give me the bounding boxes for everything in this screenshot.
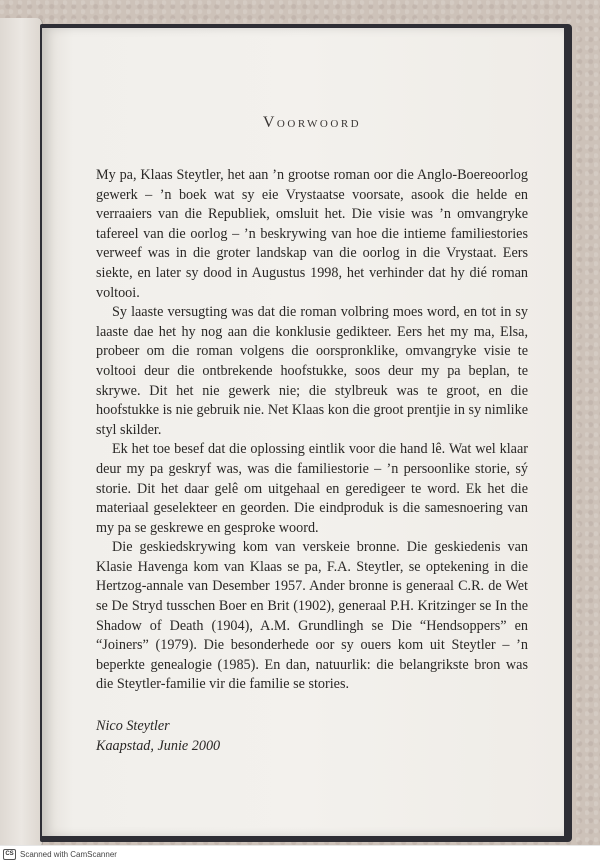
paragraph-1: My pa, Klaas Steytler, het aan ’n grootse roman oor die Anglo-Boereoorlog gewerk – ’n boek wat sy eie Vrystaatse voorsate, asook die helde en verraaiers van die Republiek, omsluit het. Die visie was ’n omvangryke tafereel van die oorlog – ’n beskrywing van hoe die intieme familiestories verweef was in die groter landskap van die oorlog in die Vrystaat. Eers siekte, en later sy dood in Augustus 1998, het verhinder dat hy dié roman voltooi. xyxy=(96,167,528,301)
facing-page-edge xyxy=(0,18,43,848)
signature-place-date: Kaapstad, Junie 2000 xyxy=(96,737,221,754)
scanner-footer xyxy=(0,845,600,862)
signature-block xyxy=(96,717,528,756)
signature-name: Nico Steytler xyxy=(96,718,170,735)
camscanner-icon: CS xyxy=(3,849,16,860)
paragraph-4: Die geskiedskrywing kom van verskeie bronne. Die geskiedenis van Klasie Havenga kom van Klaas se pa, F.A. Steytler, se optekening in die Hertzog-annale van Desember 1957. Ander bronne is generaal C.R. de Wet se De Stryd tusschen Boer en Brit (1902), generaal P.H. Kritzinger se In the Shadow of Death (1904), A.M. Grundlingh se Die “Hendsoppers” en “Joiners” (1979). Die besonderhede oor sy ouers kom uit Steytler – ’n beperkte genealogie (1985). En dan, natuurlik: die belangrikste bron was die Steytler-familie vir die familie se stories. xyxy=(96,539,528,693)
page-heading: Voorwoord xyxy=(262,114,362,131)
page-content xyxy=(96,114,528,756)
paragraph-2: Sy laaste versugting was dat die roman volbring moes word, en tot in sy laaste dae het hy nog aan die konklusie gedikteer. Eers het my ma, Elsa, probeer om die roman volgens die oorspronklike, omvangryke visie te voltooi deur die ontbrekende hoofstukke, soos deur my pa beplan, te skrywe. Dit het nie gewerk nie; die stylbreuk was te groot, en die hoofstukke is nie gebruik nie. Net Klaas kon die groot prentjie in sy nimlike styl skilder. xyxy=(96,304,528,438)
scanner-footer-text: Scanned with CamScanner xyxy=(20,849,117,859)
paragraph-3: Ek het toe besef dat die oplossing eintlik voor die hand lê. Wat wel klaar deur my pa geskryf was, was die familiestorie – ’n persoonlike storie, sý storie. Dit het daar gelê om uitgehaal en geredigeer te word. Ek het die materiaal geselekteer en georden. Die eindproduk is die samesnoering van my pa se geskrewe en gesproke woord. xyxy=(96,441,528,536)
